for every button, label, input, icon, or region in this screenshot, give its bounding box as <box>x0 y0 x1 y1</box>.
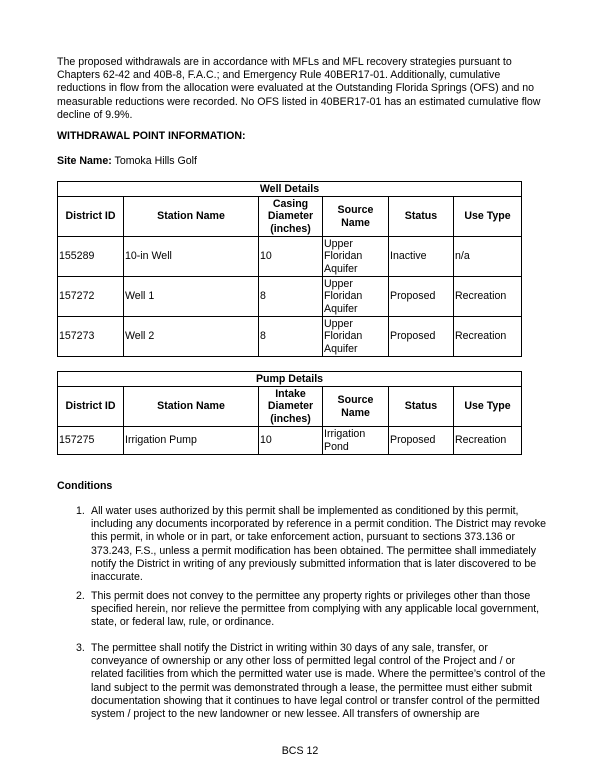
cell: 8 <box>259 277 323 317</box>
well-col-use-type: Use Type <box>454 197 522 237</box>
pump-col-source-name: Source Name <box>323 387 389 427</box>
pump-col-district-id: District ID <box>58 387 124 427</box>
table-row <box>58 317 522 357</box>
pump-details-table <box>57 371 522 455</box>
pump-table-caption: Pump Details <box>58 372 522 387</box>
site-name-value: Tomoka Hills Golf <box>114 155 197 167</box>
cell: Recreation <box>454 427 522 455</box>
well-col-source-name: Source Name <box>323 197 389 237</box>
cell: Proposed <box>389 277 454 317</box>
cell: Irrigation Pond <box>323 427 389 455</box>
cell: Proposed <box>389 427 454 455</box>
cell: Upper Floridan Aquifer <box>323 317 389 357</box>
table-row <box>58 427 522 455</box>
condition-number: 2. <box>76 590 85 602</box>
well-col-station-name: Station Name <box>124 197 259 237</box>
cell: Upper Floridan Aquifer <box>323 237 389 277</box>
well-col-district-id: District ID <box>58 197 124 237</box>
cell: 155289 <box>58 237 124 277</box>
condition-text: This permit does not convey to the permittee any property rights or privileges other than those specified herein, nor relieve the permittee from complying with any applicable local government, state, or federal law, rule, or ordinance. <box>91 590 540 629</box>
cell: n/a <box>454 237 522 277</box>
well-col-status: Status <box>389 197 454 237</box>
table-row <box>58 237 522 277</box>
well-col-casing-diameter: Casing Diameter (inches) <box>259 197 323 237</box>
cell: 10 <box>259 237 323 277</box>
well-table-caption: Well Details <box>58 182 522 197</box>
pump-col-use-type: Use Type <box>454 387 522 427</box>
page-footer: BCS 12 <box>281 745 319 757</box>
site-name <box>57 155 197 168</box>
cell: Recreation <box>454 317 522 357</box>
cell: Recreation <box>454 277 522 317</box>
cell: Proposed <box>389 317 454 357</box>
cell: 157273 <box>58 317 124 357</box>
cell: 10-in Well <box>124 237 259 277</box>
pump-col-status: Status <box>389 387 454 427</box>
site-name-label: Site Name: <box>57 155 112 167</box>
condition-number: 1. <box>76 505 85 517</box>
cell: Inactive <box>389 237 454 277</box>
table-row <box>58 277 522 317</box>
cell: Well 2 <box>124 317 259 357</box>
cell: Upper Floridan Aquifer <box>323 277 389 317</box>
cell: 157272 <box>58 277 124 317</box>
cell: Well 1 <box>124 277 259 317</box>
cell: 157275 <box>58 427 124 455</box>
cell: 10 <box>259 427 323 455</box>
cell: 8 <box>259 317 323 357</box>
condition-number: 3. <box>76 642 85 654</box>
section-heading: WITHDRAWAL POINT INFORMATION: <box>57 130 246 142</box>
conditions-title: Conditions <box>57 480 113 492</box>
condition-text: All water uses authorized by this permit shall be implemented as conditioned by this permit, including any documents incorporated by reference in a permit condition. The District may revoke this permit, in whole or in part, or take enforcement action, pursuant to sections 373.136 or 373.243, F.S., unless a permit modification has been obtained. The permittee shall immediately notify the District in writing of any previously submitted information that is later discovered to be inaccurate. <box>91 505 546 584</box>
pump-col-intake-diameter: Intake Diameter (inches) <box>259 387 323 427</box>
cell: Irrigation Pump <box>124 427 259 455</box>
well-details-table <box>57 181 522 357</box>
condition-text: The permittee shall notify the District in writing within 30 days of any sale, transfer, or conveyance of ownership or any other loss of permitted legal control of the Project and / or related facilities from which the permitted water use is made. Where the permittee’s control of the land subject to the permit was demonstrated through a lease, the permittee must either submit documentation showing that it continues to have legal control or transfer control of the permitted system / project to the new landowner or new lessee. All transfers of ownership are <box>91 642 546 721</box>
pump-col-station-name: Station Name <box>124 387 259 427</box>
intro-paragraph: The proposed withdrawals are in accordance with MFLs and MFL recovery strategies pursuant to Chapters 62-42 and 40B-8, F.A.C.; and Emergency Rule 40BER17-01. Additionally, cumulative reductions in flow from the allocation were evaluated at the Outstanding Florida Springs (OFS) and no measurable reductions were recorded. No OFS listed in 40BER17-01 has an estimated cumulative flow decline of 9.9%. <box>57 56 541 121</box>
